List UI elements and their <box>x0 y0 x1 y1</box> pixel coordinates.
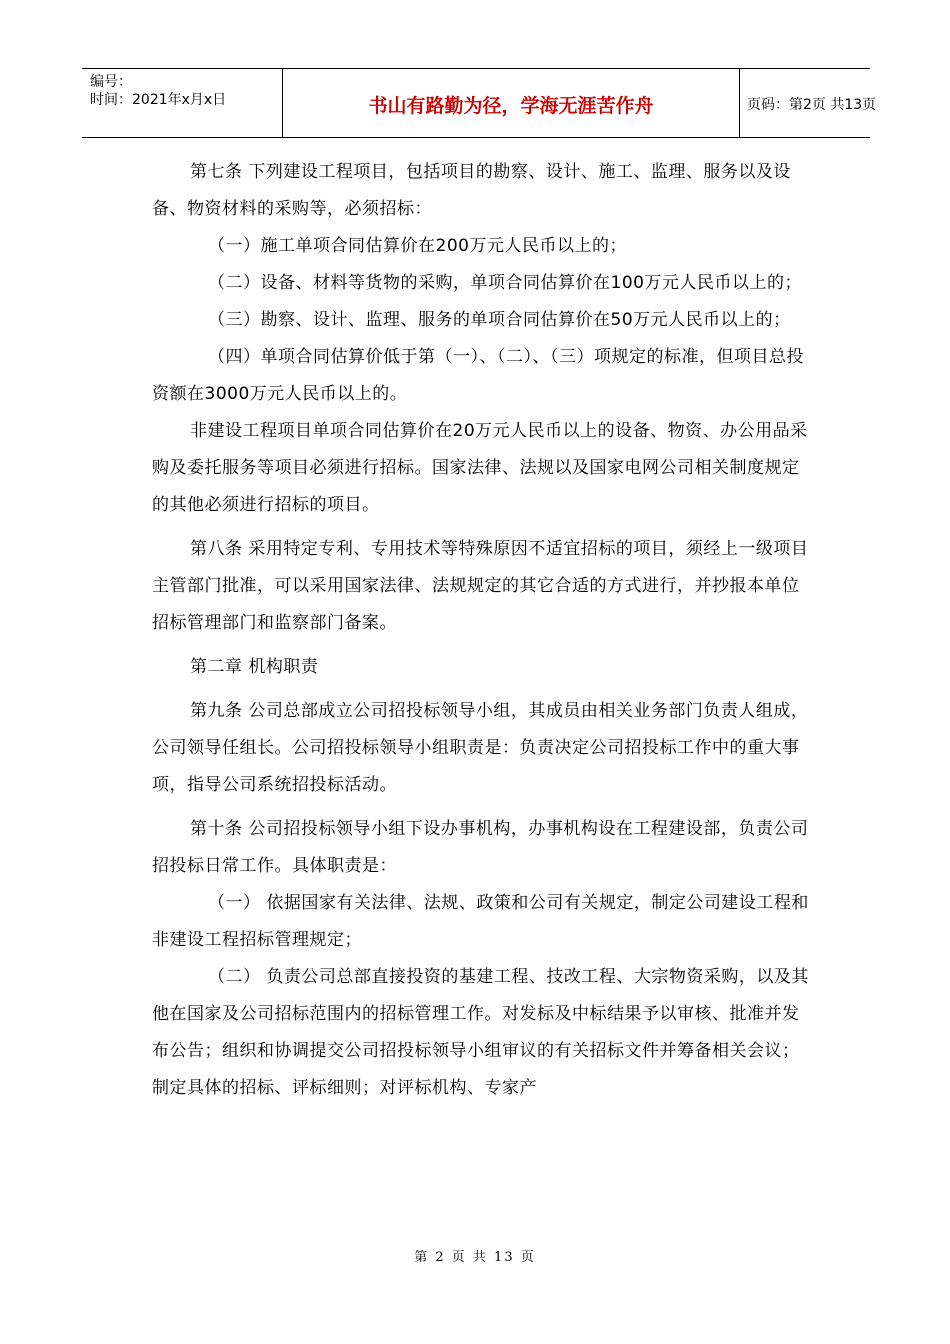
document-body <box>152 154 812 1107</box>
page-header <box>82 68 877 138</box>
paragraph-item-4: （四）单项合同估算价低于第（一）、（二）、（三）项规定的标准，但项目总投资额在3000万元人民币以上的。 <box>152 347 804 404</box>
paragraph-article-10: 第十条 公司招投标领导小组下设办事机构，办事机构设在工程建设部，负责公司招投标日常工作。具体职责是： <box>152 819 809 876</box>
paragraph-article-8: 第八条 采用特定专利、专用技术等特殊原因不适宜招标的项目，须经上一级项目主管部门批准，可以采用国家法律、法规规定的其它合适的方式进行，并抄报本单位招标管理部门和监察部门备案。 <box>152 539 809 633</box>
chapter-heading: 第二章 机构职责 <box>190 657 319 677</box>
header-left-cell <box>82 69 282 137</box>
paragraph-duty-1: （一） 依据国家有关法律、法规、政策和公司有关规定，制定公司建设工程和非建设工程招标管理规定； <box>152 893 809 950</box>
paragraph-item-3: （三）勘察、设计、监理、服务的单项合同估算价在50万元人民币以上的； <box>208 310 791 330</box>
document-code-label: 编号： <box>90 74 132 90</box>
header-right-cell <box>739 69 877 137</box>
page-footer: 第 2 页 共 13 页 <box>414 1250 536 1265</box>
header-middle-cell <box>282 69 740 137</box>
header-motto: 书山有路勤为径，学海无涯苦作舟 <box>368 95 654 117</box>
paragraph-non-construction: 非建设工程项目单项合同估算价在20万元人民币以上的设备、物资、办公用品采购及委托服务等项目必须进行招标。国家法律、法规以及国家电网公司相关制度规定的其他必须进行招标的项目。 <box>152 421 808 515</box>
paragraph-article-7: 第七条 下列建设工程项目，包括项目的勘察、设计、施工、监理、服务以及设备、物资材料的采购等，必须招标： <box>152 162 791 219</box>
header-page-info: 页码：第2页 共13页 <box>747 97 877 113</box>
paragraph-item-1: （一）施工单项合同估算价在200万元人民币以上的； <box>208 236 627 256</box>
paragraph-item-2: （二）设备、材料等货物的采购，单项合同估算价在100万元人民币以上的； <box>208 273 802 293</box>
paragraph-duty-2: （二） 负责公司总部直接投资的基建工程、技改工程、大宗物资采购，以及其他在国家及公司招标范围内的招标管理工作。对发标及中标结果予以审核、批准并发布公告；组织和协调提交公司招投标领导小组审议的有关招标文件并筹备相关会议；制定具体的招标、评标细则；对评标机构、专家产 <box>152 967 809 1098</box>
document-time-label: 时间：2021年x月x日 <box>90 92 227 108</box>
paragraph-article-9: 第九条 公司总部成立公司招投标领导小组，其成员由相关业务部门负责人组成，公司领导任组长。公司招投标领导小组职责是：负责决定公司招投标工作中的重大事项，指导公司系统招投标活动。 <box>152 701 809 795</box>
